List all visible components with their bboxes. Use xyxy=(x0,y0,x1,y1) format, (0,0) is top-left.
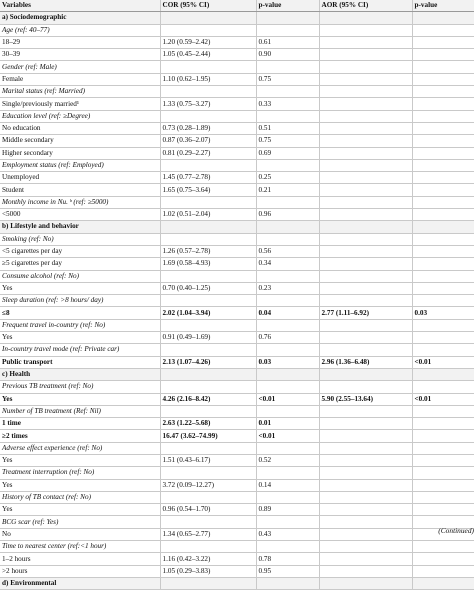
p-value-crude-cell xyxy=(256,442,319,454)
aor-cell xyxy=(319,467,412,479)
p-value-adjusted-cell xyxy=(412,73,474,85)
p-value-crude-cell: 0.75 xyxy=(256,73,319,85)
p-value-crude-cell xyxy=(256,221,319,233)
variable-cell: Smoking (ref: No) xyxy=(0,233,160,245)
cor-cell: 2.13 (1.07–4.26) xyxy=(160,356,256,368)
aor-cell xyxy=(319,430,412,442)
p-value-crude-cell xyxy=(256,110,319,122)
p-value-adjusted-cell: <0.01 xyxy=(412,356,474,368)
aor-cell xyxy=(319,479,412,491)
p-value-adjusted-cell xyxy=(412,159,474,171)
p-value-crude-cell: 0.56 xyxy=(256,245,319,257)
variable-cell: Previous TB treatment (ref: No) xyxy=(0,381,160,393)
p-value-crude-cell xyxy=(256,577,319,589)
cor-cell xyxy=(160,86,256,98)
aor-cell xyxy=(319,418,412,430)
p-value-adjusted-cell xyxy=(412,332,474,344)
table-body xyxy=(0,12,474,590)
p-value-adjusted-cell xyxy=(412,221,474,233)
p-value-adjusted-cell xyxy=(412,24,474,36)
variable-cell: Sleep duration (ref: >8 hours/ day) xyxy=(0,295,160,307)
aor-cell xyxy=(319,184,412,196)
aor-cell xyxy=(319,122,412,134)
table-row xyxy=(0,393,474,405)
p-value-crude-cell xyxy=(256,61,319,73)
aor-cell xyxy=(319,172,412,184)
p-value-crude-cell xyxy=(256,344,319,356)
p-value-crude-cell xyxy=(256,159,319,171)
variable-cell: 1 time xyxy=(0,418,160,430)
reference-category-row xyxy=(0,541,474,553)
p-value-adjusted-cell xyxy=(412,147,474,159)
cor-cell xyxy=(160,270,256,282)
table-row xyxy=(0,172,474,184)
aor-cell: 5.90 (2.55–13.64) xyxy=(319,393,412,405)
variable-cell: Public transport xyxy=(0,356,160,368)
p-value-adjusted-cell xyxy=(412,86,474,98)
variable-cell: ≤8 xyxy=(0,307,160,319)
p-value-adjusted-cell xyxy=(412,319,474,331)
p-value-crude-cell xyxy=(256,319,319,331)
cor-cell: 1.05 (0.45–2.44) xyxy=(160,49,256,61)
variable-cell: Yes xyxy=(0,393,160,405)
header-p-value-adjusted: p-value xyxy=(412,0,474,12)
reference-category-row xyxy=(0,270,474,282)
cor-cell: 0.87 (0.36–2.07) xyxy=(160,135,256,147)
p-value-adjusted-cell xyxy=(412,553,474,565)
p-value-crude-cell xyxy=(256,368,319,380)
p-value-adjusted-cell xyxy=(412,295,474,307)
variable-cell: Female xyxy=(0,73,160,85)
variable-cell: Yes xyxy=(0,454,160,466)
p-value-crude-cell: 0.76 xyxy=(256,332,319,344)
p-value-adjusted-cell: <0.01 xyxy=(412,393,474,405)
p-value-adjusted-cell xyxy=(412,209,474,221)
table-header-row xyxy=(0,0,474,12)
table-row xyxy=(0,258,474,270)
aor-cell xyxy=(319,270,412,282)
reference-category-row xyxy=(0,24,474,36)
table-row xyxy=(0,356,474,368)
p-value-crude-cell: 0.23 xyxy=(256,282,319,294)
variable-cell: Student xyxy=(0,184,160,196)
table-row xyxy=(0,49,474,61)
p-value-crude-cell: 0.89 xyxy=(256,504,319,516)
variable-cell: Yes xyxy=(0,479,160,491)
aor-cell xyxy=(319,565,412,577)
variable-cell: ≥5 cigarettes per day xyxy=(0,258,160,270)
reference-category-row xyxy=(0,344,474,356)
p-value-crude-cell: 0.25 xyxy=(256,172,319,184)
table-row xyxy=(0,245,474,257)
variable-cell: Yes xyxy=(0,282,160,294)
aor-cell xyxy=(319,258,412,270)
p-value-crude-cell: 0.51 xyxy=(256,122,319,134)
variable-cell: Monthly income in Nu. ᵇ (ref: ≥5000) xyxy=(0,196,160,208)
aor-cell xyxy=(319,442,412,454)
cor-cell: 1.65 (0.75–3.64) xyxy=(160,184,256,196)
aor-cell xyxy=(319,209,412,221)
table-row xyxy=(0,528,474,540)
aor-cell xyxy=(319,49,412,61)
p-value-crude-cell: 0.14 xyxy=(256,479,319,491)
p-value-crude-cell xyxy=(256,270,319,282)
p-value-adjusted-cell xyxy=(412,381,474,393)
p-value-adjusted-cell xyxy=(412,36,474,48)
cor-cell xyxy=(160,491,256,503)
variable-cell: <5 cigarettes per day xyxy=(0,245,160,257)
header-p-value-crude: p-value xyxy=(256,0,319,12)
table-row xyxy=(0,504,474,516)
reference-category-row xyxy=(0,233,474,245)
aor-cell xyxy=(319,381,412,393)
table-row xyxy=(0,454,474,466)
reference-category-row xyxy=(0,467,474,479)
aor-cell xyxy=(319,86,412,98)
p-value-crude-cell xyxy=(256,381,319,393)
reference-category-row xyxy=(0,442,474,454)
p-value-crude-cell: 0.43 xyxy=(256,528,319,540)
header-cor: COR (95% CI) xyxy=(160,0,256,12)
p-value-crude-cell xyxy=(256,24,319,36)
p-value-crude-cell xyxy=(256,233,319,245)
table-row xyxy=(0,282,474,294)
table-row xyxy=(0,565,474,577)
p-value-adjusted-cell xyxy=(412,418,474,430)
cor-cell xyxy=(160,381,256,393)
variable-cell: Frequent travel in-country (ref: No) xyxy=(0,319,160,331)
cor-cell: 1.05 (0.29–3.83) xyxy=(160,565,256,577)
cor-cell xyxy=(160,159,256,171)
p-value-crude-cell xyxy=(256,491,319,503)
aor-cell xyxy=(319,98,412,110)
p-value-adjusted-cell xyxy=(412,49,474,61)
p-value-adjusted-cell xyxy=(412,12,474,24)
variable-cell: <5000 xyxy=(0,209,160,221)
aor-cell xyxy=(319,159,412,171)
variable-cell: Employment status (ref: Employed) xyxy=(0,159,160,171)
variable-cell: b) Lifestyle and behavior xyxy=(0,221,160,233)
variable-cell: Adverse effect experience (ref: No) xyxy=(0,442,160,454)
aor-cell xyxy=(319,319,412,331)
aor-cell xyxy=(319,73,412,85)
p-value-adjusted-cell: 0.03 xyxy=(412,307,474,319)
p-value-crude-cell xyxy=(256,541,319,553)
cor-cell xyxy=(160,442,256,454)
p-value-crude-cell: 0.69 xyxy=(256,147,319,159)
table-row xyxy=(0,135,474,147)
p-value-crude-cell: <0.01 xyxy=(256,430,319,442)
aor-cell xyxy=(319,12,412,24)
p-value-crude-cell xyxy=(256,196,319,208)
aor-cell xyxy=(319,368,412,380)
aor-cell xyxy=(319,233,412,245)
reference-category-row xyxy=(0,159,474,171)
p-value-adjusted-cell xyxy=(412,98,474,110)
variable-cell: Number of TB treatment (Ref: Nil) xyxy=(0,405,160,417)
p-value-adjusted-cell xyxy=(412,196,474,208)
aor-cell xyxy=(319,295,412,307)
variable-cell: Education level (ref: ≥Degree) xyxy=(0,110,160,122)
variable-cell: Treatment interruption (ref: No) xyxy=(0,467,160,479)
table-row xyxy=(0,209,474,221)
p-value-adjusted-cell xyxy=(412,479,474,491)
variable-cell: d) Environmental xyxy=(0,577,160,589)
table-row xyxy=(0,307,474,319)
aor-cell xyxy=(319,516,412,528)
cor-cell: 1.45 (0.77–2.78) xyxy=(160,172,256,184)
header-variables: Variables xyxy=(0,0,160,12)
cor-cell: 1.69 (0.58–4.93) xyxy=(160,258,256,270)
cor-cell: 3.72 (0.09–12.27) xyxy=(160,479,256,491)
aor-cell xyxy=(319,282,412,294)
p-value-crude-cell xyxy=(256,516,319,528)
p-value-adjusted-cell xyxy=(412,541,474,553)
p-value-crude-cell xyxy=(256,405,319,417)
aor-cell: 2.96 (1.36–6.48) xyxy=(319,356,412,368)
p-value-adjusted-cell xyxy=(412,172,474,184)
reference-category-row xyxy=(0,295,474,307)
p-value-adjusted-cell xyxy=(412,491,474,503)
variable-cell: Yes xyxy=(0,332,160,344)
p-value-crude-cell xyxy=(256,12,319,24)
p-value-adjusted-cell xyxy=(412,368,474,380)
reference-category-row xyxy=(0,319,474,331)
p-value-crude-cell: 0.90 xyxy=(256,49,319,61)
table-row xyxy=(0,479,474,491)
cor-cell: 0.91 (0.49–1.69) xyxy=(160,332,256,344)
continued-note: (Continued) xyxy=(438,526,474,535)
p-value-crude-cell: 0.21 xyxy=(256,184,319,196)
cor-cell xyxy=(160,319,256,331)
variable-cell: History of TB contact (ref: No) xyxy=(0,491,160,503)
aor-cell xyxy=(319,528,412,540)
variable-cell: No xyxy=(0,528,160,540)
cor-cell: 1.10 (0.62–1.95) xyxy=(160,73,256,85)
header-aor: AOR (95% CI) xyxy=(319,0,412,12)
section-header-row xyxy=(0,577,474,589)
aor-cell: 2.77 (1.11–6.92) xyxy=(319,307,412,319)
section-header-row xyxy=(0,221,474,233)
cor-cell xyxy=(160,24,256,36)
p-value-adjusted-cell xyxy=(412,467,474,479)
p-value-adjusted-cell xyxy=(412,344,474,356)
p-value-adjusted-cell xyxy=(412,233,474,245)
reference-category-row xyxy=(0,491,474,503)
cor-cell xyxy=(160,541,256,553)
p-value-adjusted-cell xyxy=(412,577,474,589)
cor-cell: 1.26 (0.57–2.78) xyxy=(160,245,256,257)
reference-category-row xyxy=(0,61,474,73)
variable-cell: Consume alcohol (ref: No) xyxy=(0,270,160,282)
reference-category-row xyxy=(0,381,474,393)
cor-cell: 0.70 (0.40–1.25) xyxy=(160,282,256,294)
cor-cell: 0.96 (0.54–1.70) xyxy=(160,504,256,516)
aor-cell xyxy=(319,36,412,48)
aor-cell xyxy=(319,541,412,553)
aor-cell xyxy=(319,135,412,147)
p-value-adjusted-cell xyxy=(412,454,474,466)
table-row xyxy=(0,98,474,110)
aor-cell xyxy=(319,344,412,356)
aor-cell xyxy=(319,491,412,503)
aor-cell xyxy=(319,553,412,565)
cor-cell: 1.33 (0.75–3.27) xyxy=(160,98,256,110)
variable-cell: Marital status (ref: Married) xyxy=(0,86,160,98)
table-row xyxy=(0,122,474,134)
cor-cell: 0.73 (0.28–1.89) xyxy=(160,122,256,134)
p-value-adjusted-cell xyxy=(412,504,474,516)
table-row xyxy=(0,184,474,196)
cor-cell: 1.20 (0.59–2.42) xyxy=(160,36,256,48)
p-value-adjusted-cell xyxy=(412,110,474,122)
reference-category-row xyxy=(0,516,474,528)
cor-cell: 1.16 (0.42–3.22) xyxy=(160,553,256,565)
cor-cell: 1.02 (0.51–2.04) xyxy=(160,209,256,221)
variable-cell: c) Health xyxy=(0,368,160,380)
variable-cell: BCG scar (ref: Yes) xyxy=(0,516,160,528)
section-header-row xyxy=(0,368,474,380)
cor-cell: 1.34 (0.65–2.77) xyxy=(160,528,256,540)
variable-cell: a) Sociodemographic xyxy=(0,12,160,24)
variable-cell: ≥2 times xyxy=(0,430,160,442)
p-value-crude-cell: 0.61 xyxy=(256,36,319,48)
cor-cell xyxy=(160,196,256,208)
variable-cell: No education xyxy=(0,122,160,134)
cor-cell: 16.47 (3.62–74.99) xyxy=(160,430,256,442)
p-value-adjusted-cell xyxy=(412,135,474,147)
table-row xyxy=(0,553,474,565)
aor-cell xyxy=(319,147,412,159)
aor-cell xyxy=(319,332,412,344)
reference-category-row xyxy=(0,405,474,417)
variable-cell: Gender (ref: Male) xyxy=(0,61,160,73)
cor-cell xyxy=(160,577,256,589)
cor-cell xyxy=(160,221,256,233)
p-value-crude-cell xyxy=(256,295,319,307)
variable-cell: >2 hours xyxy=(0,565,160,577)
table-row xyxy=(0,418,474,430)
p-value-crude-cell: 0.34 xyxy=(256,258,319,270)
p-value-adjusted-cell xyxy=(412,258,474,270)
p-value-crude-cell: 0.78 xyxy=(256,553,319,565)
cor-cell: 4.26 (2.16–8.42) xyxy=(160,393,256,405)
aor-cell xyxy=(319,245,412,257)
cor-cell: 0.81 (0.29–2.27) xyxy=(160,147,256,159)
variable-cell: In-country travel mode (ref: Private car) xyxy=(0,344,160,356)
p-value-crude-cell xyxy=(256,467,319,479)
aor-cell xyxy=(319,577,412,589)
variable-cell: 18–29 xyxy=(0,36,160,48)
p-value-adjusted-cell xyxy=(412,61,474,73)
cor-cell xyxy=(160,405,256,417)
variable-cell: Yes xyxy=(0,504,160,516)
table-row xyxy=(0,147,474,159)
table-row xyxy=(0,36,474,48)
p-value-crude-cell: 0.95 xyxy=(256,565,319,577)
cor-cell xyxy=(160,368,256,380)
cor-cell: 2.02 (1.04–3.94) xyxy=(160,307,256,319)
p-value-adjusted-cell xyxy=(412,122,474,134)
cor-cell xyxy=(160,516,256,528)
p-value-adjusted-cell xyxy=(412,245,474,257)
cor-cell xyxy=(160,12,256,24)
p-value-crude-cell: <0.01 xyxy=(256,393,319,405)
table-row xyxy=(0,73,474,85)
p-value-adjusted-cell xyxy=(412,270,474,282)
aor-cell xyxy=(319,454,412,466)
variable-cell: Single/previously married¹ xyxy=(0,98,160,110)
p-value-crude-cell: 0.96 xyxy=(256,209,319,221)
p-value-adjusted-cell xyxy=(412,442,474,454)
p-value-adjusted-cell xyxy=(412,282,474,294)
table-row xyxy=(0,430,474,442)
variable-cell: Time to nearest center (ref:<1 hour) xyxy=(0,541,160,553)
variable-cell: Unemployed xyxy=(0,172,160,184)
variable-cell: Higher secondary xyxy=(0,147,160,159)
aor-cell xyxy=(319,405,412,417)
aor-cell xyxy=(319,196,412,208)
p-value-crude-cell: 0.01 xyxy=(256,418,319,430)
p-value-crude-cell: 0.03 xyxy=(256,356,319,368)
variable-cell: Middle secondary xyxy=(0,135,160,147)
reference-category-row xyxy=(0,196,474,208)
reference-category-row xyxy=(0,86,474,98)
aor-cell xyxy=(319,504,412,516)
p-value-crude-cell: 0.75 xyxy=(256,135,319,147)
cor-cell xyxy=(160,467,256,479)
aor-cell xyxy=(319,221,412,233)
p-value-adjusted-cell xyxy=(412,405,474,417)
cor-cell xyxy=(160,110,256,122)
aor-cell xyxy=(319,110,412,122)
aor-cell xyxy=(319,61,412,73)
aor-cell xyxy=(319,24,412,36)
p-value-adjusted-cell xyxy=(412,430,474,442)
p-value-crude-cell: 0.04 xyxy=(256,307,319,319)
reference-category-row xyxy=(0,110,474,122)
cor-cell: 1.51 (0.43–6.17) xyxy=(160,454,256,466)
p-value-crude-cell xyxy=(256,86,319,98)
cor-cell xyxy=(160,61,256,73)
cor-cell xyxy=(160,344,256,356)
table-row xyxy=(0,332,474,344)
p-value-adjusted-cell xyxy=(412,565,474,577)
variable-cell: Age (ref: 40–77) xyxy=(0,24,160,36)
section-header-row xyxy=(0,12,474,24)
cor-cell xyxy=(160,295,256,307)
p-value-crude-cell: 0.52 xyxy=(256,454,319,466)
p-value-crude-cell: 0.33 xyxy=(256,98,319,110)
variable-cell: 1–2 hours xyxy=(0,553,160,565)
p-value-adjusted-cell xyxy=(412,184,474,196)
cor-cell xyxy=(160,233,256,245)
variable-cell: 30–39 xyxy=(0,49,160,61)
cor-cell: 2.63 (1.22–5.68) xyxy=(160,418,256,430)
